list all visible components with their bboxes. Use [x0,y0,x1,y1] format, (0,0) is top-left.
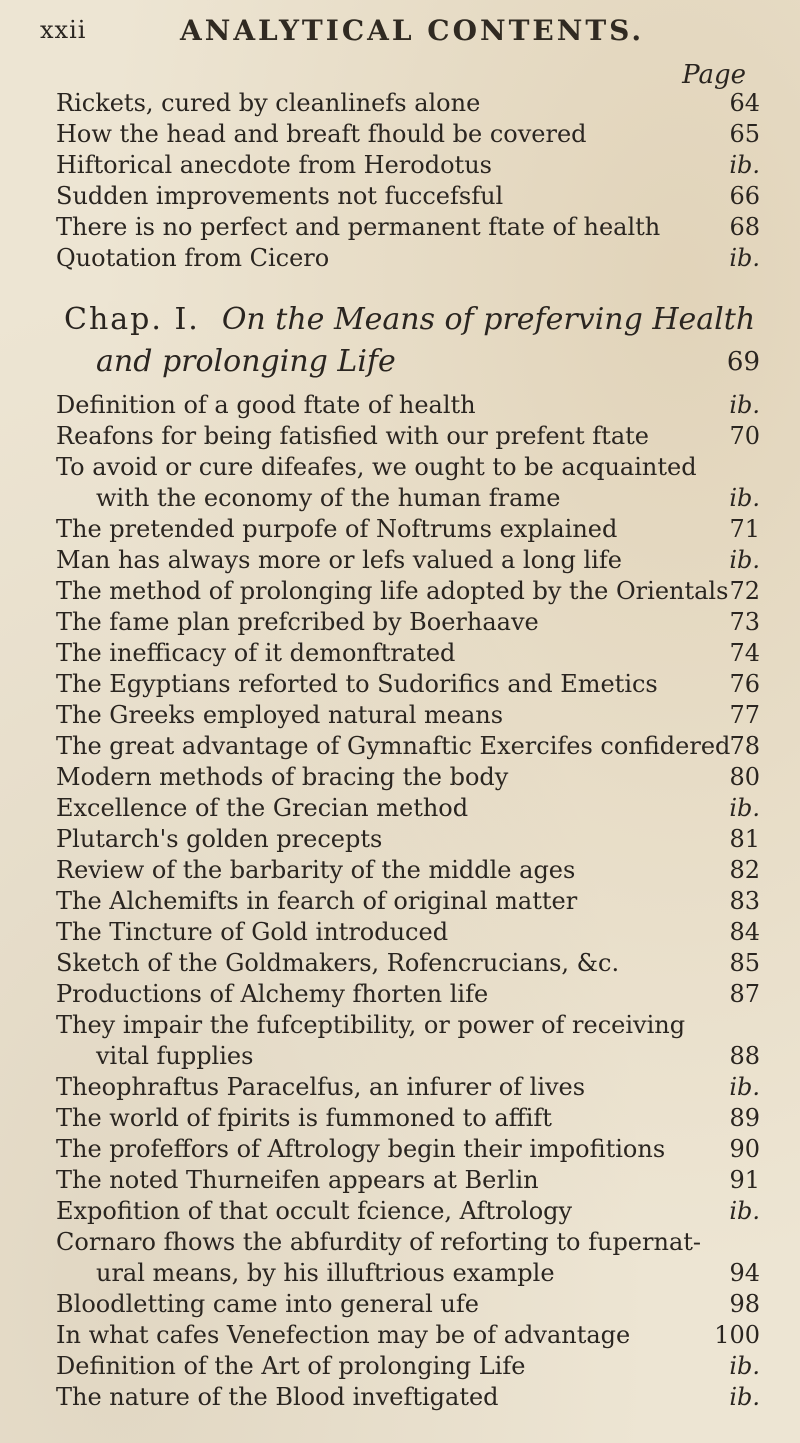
contents-entry [56,243,760,274]
entry-page: ib. [729,151,760,179]
entry-text: ural means, by his illuftrious example [96,1259,555,1287]
entry-page: 74 [729,639,760,667]
entry-text: The noted Thurneifen appears at Berlin [56,1166,539,1194]
contents-entry [56,731,760,762]
contents-entry [56,824,760,855]
entry-page: 88 [729,1042,760,1070]
contents-entry [56,576,760,607]
entry-text: The Alchemifts in fearch of original matter [56,887,578,915]
entry-page: 100 [714,1321,760,1349]
entry-page: 84 [729,918,760,946]
contents-entry [56,1010,760,1041]
entry-page: 82 [729,856,760,884]
entry-page: 90 [729,1135,760,1163]
entry-page: ib. [729,794,760,822]
contents-entry [56,421,760,452]
chapter-subtitle: and prolonging Life [96,344,396,379]
contents-entry [56,886,760,917]
entry-text: Rickets, cured by cleanlinefs alone [56,89,481,117]
entry-page: 71 [729,515,760,543]
entry-page: 70 [729,422,760,450]
contents-entry [56,119,760,150]
entry-text: In what cafes Venefection may be of advantage [56,1321,631,1349]
entry-text: The great advantage of Gymnaftic Exercifes confidered [56,732,731,760]
entry-text: Sudden improvements not fuccefsful [56,182,504,210]
entry-page: 94 [729,1259,760,1287]
contents-entry [56,700,760,731]
contents-entry [56,1134,760,1165]
entry-page: 91 [729,1166,760,1194]
contents-entry [56,390,760,421]
entry-page: ib. [729,1352,760,1380]
entry-text: The Greeks employed natural means [56,701,504,729]
running-header [40,6,760,46]
entry-page: ib. [729,391,760,419]
entry-page: ib. [729,546,760,574]
entry-page: 72 [729,577,760,605]
entry-page: 87 [729,980,760,1008]
entry-text: Cornaro fhows the abfurdity of reforting to fupernat- [56,1228,701,1256]
entry-text: They impair the fufceptibility, or power of receiving [56,1011,686,1039]
entry-text: Reafons for being fatisfied with our prefent ftate [56,422,649,450]
contents-entry [56,514,760,545]
entry-page: 89 [729,1104,760,1132]
contents-entry [56,1320,760,1351]
chapter-title-line [64,300,755,340]
entry-text: Plutarch's golden precepts [56,825,383,853]
entry-page: 78 [729,732,760,760]
chapter-heading [56,300,760,388]
contents-entry [56,1258,760,1289]
contents-entry [56,1196,760,1227]
entry-page: 76 [729,670,760,698]
contents-entry [56,1072,760,1103]
entry-text: Excellence of the Grecian method [56,794,469,822]
entry-text: with the economy of the human frame [96,484,561,512]
entry-text: How the head and breaft fhould be covered [56,120,587,148]
entry-text: Bloodletting came into general ufe [56,1290,479,1318]
contents-entry [56,607,760,638]
page-column-label: Page [682,60,746,90]
contents-entry [56,1289,760,1320]
page-title: ANALYTICAL CONTENTS. [180,14,645,47]
entry-page: 65 [729,120,760,148]
pre-chapter-entries [56,88,760,274]
page-number: xxii [40,16,87,44]
entry-text: Definition of the Art of prolonging Life [56,1352,526,1380]
entry-page: ib. [729,244,760,272]
contents-entry [56,762,760,793]
entry-text: Productions of Alchemy fhorten life [56,980,489,1008]
contents-entry [56,1382,760,1413]
contents-entry [56,545,760,576]
contents-entry [56,979,760,1010]
contents-entry [56,1041,760,1072]
entry-text: Sketch of the Goldmakers, Rofencrucians, &c. [56,949,620,977]
entry-page: ib. [729,1383,760,1411]
contents-entry [56,793,760,824]
entry-page: 80 [729,763,760,791]
contents-entry [56,855,760,886]
contents-entry [56,452,760,483]
entry-page: 64 [729,89,760,117]
entry-page: ib. [729,1197,760,1225]
contents-entry [56,948,760,979]
chapter-title: On the Means of preferving Health [221,302,756,337]
contents-entry [56,1351,760,1382]
entry-text: The nature of the Blood inveftigated [56,1383,499,1411]
entry-text: vital fupplies [96,1042,254,1070]
entry-page: 77 [729,701,760,729]
entry-text: There is no perfect and permanent ftate of health [56,213,661,241]
entry-text: The inefficacy of it demonftrated [56,639,456,667]
contents-list [56,88,760,1413]
contents-entry [56,483,760,514]
entry-text: To avoid or cure difeafes, we ought to be acquainted [56,453,697,481]
entry-text: The Tincture of Gold introduced [56,918,449,946]
entry-text: The pretended purpofe of Noftrums explained [56,515,618,543]
entry-page: 98 [729,1290,760,1318]
contents-entry [56,917,760,948]
contents-entry [56,181,760,212]
entry-page: 66 [729,182,760,210]
entry-text: Hiftorical anecdote from Herodotus [56,151,492,179]
contents-entry [56,150,760,181]
chapter-entries [56,390,760,1413]
entry-text: The method of prolonging life adopted by the Orientals [56,577,729,605]
entry-page: ib. [729,484,760,512]
entry-text: Quotation from Cicero [56,244,330,272]
entry-page: 73 [729,608,760,636]
contents-entry [56,669,760,700]
entry-text: Theophraftus Paracelfus, an infurer of lives [56,1073,586,1101]
entry-text: The world of fpirits is fummoned to affift [56,1104,552,1132]
contents-entry [56,1227,760,1258]
entry-text: Modern methods of bracing the body [56,763,509,791]
entry-page: 68 [729,213,760,241]
entry-text: Review of the barbarity of the middle ages [56,856,576,884]
chapter-label: Chap. I. [64,302,200,337]
entry-page: 85 [729,949,760,977]
entry-page: 81 [729,825,760,853]
contents-entry [56,638,760,669]
contents-entry [56,88,760,119]
entry-text: Expofition of that occult fcience, Aftrology [56,1197,573,1225]
entry-text: The Egyptians reforted to Sudorifics and Emetics [56,670,658,698]
entry-page: ib. [729,1073,760,1101]
contents-entry [56,212,760,243]
entry-text: The profeffors of Aftrology begin their impofitions [56,1135,666,1163]
entry-text: Definition of a good ftate of health [56,391,476,419]
contents-entry [56,1165,760,1196]
contents-entry [56,1103,760,1134]
chapter-page: 69 [726,347,760,377]
entry-text: Man has always more or lefs valued a long life [56,546,622,574]
entry-text: The fame plan prefcribed by Boerhaave [56,608,539,636]
entry-page: 83 [729,887,760,915]
